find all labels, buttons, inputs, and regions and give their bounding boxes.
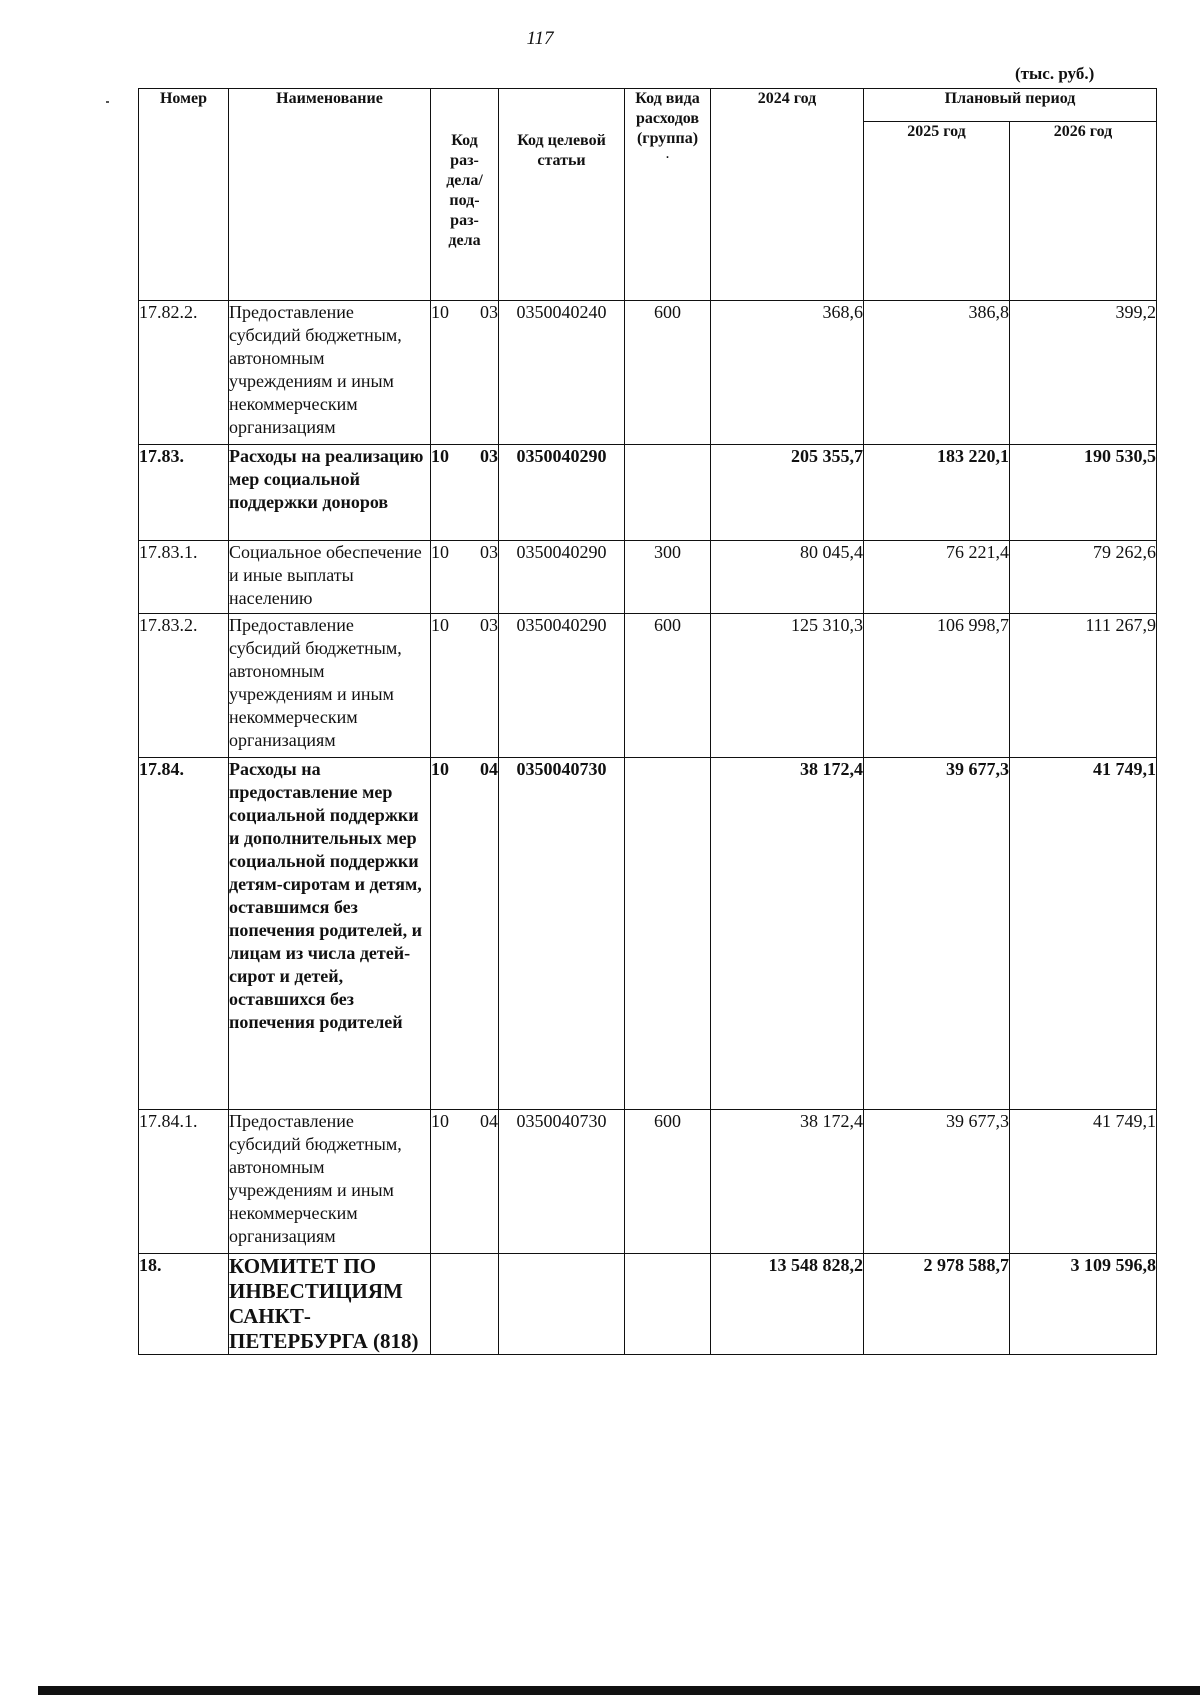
table-row bbox=[139, 758, 1157, 1110]
row-amount-2025: 76 221,4 bbox=[864, 541, 1010, 614]
row-subsection: 03 bbox=[480, 542, 498, 562]
row-amount-2024: 38 172,4 bbox=[711, 758, 864, 1110]
row-section: 10 bbox=[431, 542, 449, 562]
table-row bbox=[139, 301, 1157, 445]
row-target-code: 0350040730 bbox=[499, 758, 625, 1110]
header-target-code: Код целевой статьи bbox=[499, 89, 625, 301]
row-amount-2026: 399,2 bbox=[1010, 301, 1157, 445]
row-amount-2026: 111 267,9 bbox=[1010, 614, 1157, 758]
row-name: Предоставление субсидий бюджетным, автономным учреждениям и иным некоммерческим организациям bbox=[229, 614, 431, 758]
row-amount-2024: 125 310,3 bbox=[711, 614, 864, 758]
row-section-code bbox=[431, 445, 499, 541]
row-section-code bbox=[431, 1254, 499, 1355]
row-name: Социальное обеспечение и иные выплаты населению bbox=[229, 541, 431, 614]
budget-table bbox=[138, 88, 1157, 1355]
row-amount-2025: 106 998,7 bbox=[864, 614, 1010, 758]
row-number: 17.83.1. bbox=[139, 541, 229, 614]
row-number: 17.83.2. bbox=[139, 614, 229, 758]
row-amount-2024: 13 548 828,2 bbox=[711, 1254, 864, 1355]
scan-bottom-edge bbox=[38, 1686, 1200, 1695]
units-label: (тыс. руб.) bbox=[1015, 64, 1095, 83]
header-name: Наименование bbox=[229, 89, 431, 301]
row-target-code: 0350040240 bbox=[499, 301, 625, 445]
table-row bbox=[139, 445, 1157, 541]
row-section: 10 bbox=[431, 1111, 449, 1131]
row-target-code: 0350040290 bbox=[499, 614, 625, 758]
row-amount-2026: 190 530,5 bbox=[1010, 445, 1157, 541]
header-expense-type-label: Код вида расходов (группа) bbox=[635, 90, 700, 147]
row-number: 17.84.1. bbox=[139, 1110, 229, 1254]
row-name: Предоставление субсидий бюджетным, автономным учреждениям и иным некоммерческим организациям bbox=[229, 1110, 431, 1254]
header-expense-type-mark: . bbox=[665, 145, 670, 162]
row-section: 10 bbox=[431, 759, 449, 779]
table-row bbox=[139, 541, 1157, 614]
row-subsection: 03 bbox=[480, 615, 498, 635]
table-row bbox=[139, 1254, 1157, 1355]
row-section-code bbox=[431, 758, 499, 1110]
header-year-2026: 2026 год bbox=[1010, 122, 1157, 301]
row-amount-2025: 183 220,1 bbox=[864, 445, 1010, 541]
row-amount-2025: 39 677,3 bbox=[864, 1110, 1010, 1254]
row-amount-2025: 39 677,3 bbox=[864, 758, 1010, 1110]
table-row bbox=[139, 1110, 1157, 1254]
row-subsection: 03 bbox=[480, 446, 498, 466]
header-year-2025: 2025 год bbox=[864, 122, 1010, 301]
row-name: КОМИТЕТ ПО ИНВЕСТИЦИЯМ САНКТ-ПЕТЕРБУРГА (818) bbox=[229, 1254, 431, 1355]
row-expense-type: 600 bbox=[625, 1110, 711, 1254]
row-section: 10 bbox=[431, 302, 449, 322]
row-number: 17.83. bbox=[139, 445, 229, 541]
row-expense-type: 300 bbox=[625, 541, 711, 614]
row-amount-2026: 41 749,1 bbox=[1010, 758, 1157, 1110]
header-year-2024: 2024 год bbox=[711, 89, 864, 301]
header-number: Номер bbox=[139, 89, 229, 301]
header-planning-period: Плановый период bbox=[864, 89, 1157, 122]
row-section-code bbox=[431, 1110, 499, 1254]
row-subsection: 04 bbox=[480, 1111, 498, 1131]
row-number: 17.82.2. bbox=[139, 301, 229, 445]
page-number: 117 bbox=[526, 28, 554, 49]
row-expense-type: 600 bbox=[625, 301, 711, 445]
row-section-code bbox=[431, 614, 499, 758]
row-target-code: 0350040730 bbox=[499, 1110, 625, 1254]
table-row bbox=[139, 614, 1157, 758]
row-amount-2026: 3 109 596,8 bbox=[1010, 1254, 1157, 1355]
row-number: 18. bbox=[139, 1254, 229, 1355]
row-amount-2024: 38 172,4 bbox=[711, 1110, 864, 1254]
row-target-code bbox=[499, 1254, 625, 1355]
row-section-code bbox=[431, 301, 499, 445]
row-target-code: 0350040290 bbox=[499, 541, 625, 614]
row-subsection: 04 bbox=[480, 759, 498, 779]
row-amount-2024: 368,6 bbox=[711, 301, 864, 445]
row-amount-2026: 41 749,1 bbox=[1010, 1110, 1157, 1254]
row-expense-type bbox=[625, 1254, 711, 1355]
row-name: Предоставление субсидий бюджетным, автономным учреждениям и иным некоммерческим организациям bbox=[229, 301, 431, 445]
row-target-code: 0350040290 bbox=[499, 445, 625, 541]
row-section-code bbox=[431, 541, 499, 614]
row-section: 10 bbox=[431, 446, 449, 466]
header-row bbox=[139, 89, 1157, 122]
row-amount-2024: 80 045,4 bbox=[711, 541, 864, 614]
row-section: 10 bbox=[431, 615, 449, 635]
row-amount-2026: 79 262,6 bbox=[1010, 541, 1157, 614]
row-amount-2025: 386,8 bbox=[864, 301, 1010, 445]
margin-mark bbox=[106, 101, 109, 103]
row-subsection: 03 bbox=[480, 302, 498, 322]
row-expense-type bbox=[625, 445, 711, 541]
row-expense-type: 600 bbox=[625, 614, 711, 758]
header-expense-type bbox=[625, 89, 711, 301]
row-expense-type bbox=[625, 758, 711, 1110]
row-number: 17.84. bbox=[139, 758, 229, 1110]
row-name: Расходы на предоставление мер социальной поддержки и дополнительных мер социальной поддержки детям-сиротам и детям, оставшимся без попечения родителей, и лицам из числа детей-сирот и детей, оставшихся без попечения родителей bbox=[229, 758, 431, 1110]
row-amount-2025: 2 978 588,7 bbox=[864, 1254, 1010, 1355]
row-amount-2024: 205 355,7 bbox=[711, 445, 864, 541]
row-name: Расходы на реализацию мер социальной поддержки доноров bbox=[229, 445, 431, 541]
header-section-code: Код раз- дела/ под- раз- дела bbox=[431, 89, 499, 301]
